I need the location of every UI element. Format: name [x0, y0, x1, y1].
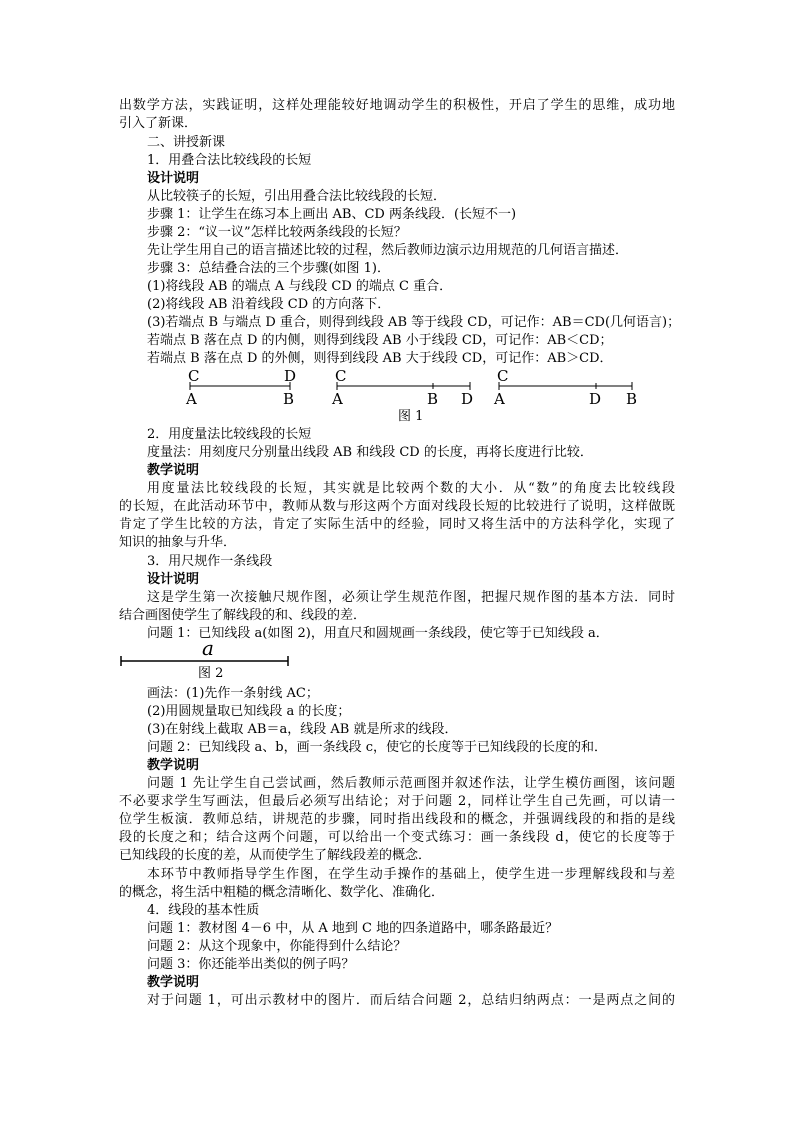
point-label-a: A — [494, 390, 505, 408]
point-label-b: B — [626, 390, 638, 408]
point-label-b: B — [283, 390, 295, 408]
paragraph-line: 结合画图使学生了解线段的和、线段的差． — [119, 608, 367, 623]
design-note-heading: 设计说明 — [147, 171, 200, 186]
subsection-heading: 2．用度量法比较线段的长短 — [147, 427, 312, 442]
step-detail: (1)将线段 AB 的端点 A 与线段 CD 的端点 C 重合． — [147, 279, 453, 294]
paragraph-line: 出数学方法，实践证明，这样处理能较好地调动学生的积极性，开启了学生的思维，成功地 — [119, 98, 675, 113]
point-label-a: A — [186, 390, 197, 408]
paragraph-line: 问题 1 先让学生自己尝试画，然后教师示范画图并叙述作法，让学生模仿画图，该问题 — [147, 776, 675, 791]
point-label-c: C — [497, 367, 509, 385]
paragraph-line: 这是学生第一次接触尺规作图，必须让学生规范作图，把握尺规作图的基本方法．同时 — [147, 590, 675, 605]
step-detail: 若端点 B 落在点 D 的外侧，则得到线段 AB 大于线段 CD，可记作：AB＞CD． — [147, 351, 613, 366]
section-heading: 二、讲授新课 — [147, 135, 226, 150]
point-label-d: D — [589, 390, 602, 408]
step-detail: (2)将线段 AB 沿着线段 CD 的方向落下． — [147, 297, 391, 312]
paragraph-line: 对于问题 1，可出示教材中的图片．而后结合问题 2，总结归纳两点：一是两点之间的 — [147, 993, 675, 1008]
paragraph-line: 位学生板演．教师总结，讲规范的步骤，同时指出线段和的概念，并强调线段的和指的是线 — [119, 812, 675, 827]
paragraph-line: 引入了新课． — [119, 116, 198, 131]
point-label-c: C — [335, 367, 347, 385]
method-line: (3)在射线上截取 AB＝a，线段 AB 就是所求的线段． — [147, 722, 458, 737]
step-line: 步骤 1：让学生在练习本上画出 AB、CD 两条线段．(长短不一) — [147, 207, 517, 222]
figure-1-case-greater — [493, 367, 637, 408]
problem-line: 问题 1：教材图 4－6 中，从 A 地到 C 地的四条道路中，哪条路最近？ — [147, 921, 559, 936]
point-label-a: A — [332, 390, 343, 408]
step-detail: 若端点 B 落在点 D 的内侧，则得到线段 AB 小于线段 CD，可记作：AB＜CD； — [147, 333, 613, 348]
problem-line: 问题 3：你还能举出类似的例子吗？ — [147, 957, 355, 972]
step-line: 步骤 2：“议一议”怎样比较两条线段的长短？ — [147, 225, 407, 240]
point-label-c: C — [188, 367, 200, 385]
figure-1-case-equal — [185, 367, 296, 408]
teaching-note-heading: 教学说明 — [147, 463, 200, 478]
figure-1-case-less — [331, 367, 473, 408]
point-label-d: D — [461, 390, 474, 408]
paragraph-line: 已知线段的长度的差，从而使学生了解线段差的概念． — [119, 848, 432, 863]
paragraph-line: 知识的抽象与升华． — [119, 535, 237, 550]
paragraph-line: 度量法：用刻度尺分别量出线段 AB 和线段 CD 的长度，再将长度进行比较． — [147, 445, 593, 460]
subsection-heading: 4．线段的基本性质 — [147, 903, 260, 918]
problem-line: 问题 2：已知线段 a、b，画一条线段 c，使它的长度等于已知线段的长度的和． — [147, 740, 608, 755]
point-label-b: B — [427, 390, 439, 408]
method-line: (2)用圆规量取已知线段 a 的长度； — [147, 704, 351, 719]
paragraph-line: 本环节中教师指导学生作图，在学生动手操作的基础上，使学生进一步理解线段和与差 — [147, 867, 675, 882]
teaching-note-heading: 教学说明 — [147, 975, 200, 990]
paragraph-line: 的长短，在此活动环节中，教师从数与形这两个方面对线段长短的比较进行了说明，这样做既 — [119, 499, 675, 514]
step-detail: (3)若端点 B 与端点 D 重合，则得到线段 AB 等于线段 CD，可记作：AB＝CD(几何语言)； — [147, 315, 681, 330]
figure-2 — [121, 636, 288, 681]
point-label-d: D — [284, 367, 297, 385]
method-line: 画法：(1)先作一条射线 AC； — [147, 686, 319, 701]
subsection-heading: 3．用尺规作一条线段 — [147, 554, 273, 569]
teaching-note-heading: 教学说明 — [147, 758, 200, 773]
problem-line: 问题 1：已知线段 a(如图 2)，用直尺和圆规画一条线段，使它等于已知线段 a． — [147, 626, 609, 641]
paragraph-line: 段的长度之和；结合这两个问题，可以给出一个变式练习：画一条线段 d，使它的长度等于 — [119, 830, 675, 845]
subsection-heading: 1．用叠合法比较线段的长短 — [147, 153, 312, 168]
paragraph-line: 肯定了学生比较的方法，肯定了实际生活中的经验，同时又将生活中的方法科学化，实现了 — [119, 517, 675, 532]
paragraph-line: 不必要求学生写画法，但最后必须写出结论；对于问题 2，同样让学生自己先画，可以请一 — [119, 794, 675, 809]
figure-1-caption: 图 1 — [398, 409, 424, 424]
figure-2-caption: 图 2 — [198, 666, 224, 681]
step-line: 步骤 3：总结叠合法的三个步骤(如图 1)． — [147, 261, 390, 276]
paragraph-line: 的概念，将生活中粗糙的概念清晰化、数学化、准确化． — [119, 885, 445, 900]
paragraph-line: 从比较筷子的长短，引出用叠合法比较线段的长短． — [147, 189, 447, 204]
paragraph-line: 用度量法比较线段的长短，其实就是比较两个数的大小．从“数”的角度去比较线段 — [147, 481, 675, 496]
problem-line: 问题 2：从这个现象中，你能得到什么结论？ — [147, 939, 407, 954]
paragraph-line: 先让学生用自己的语言描述比较的过程，然后教师边演示边用规范的几何语言描述． — [147, 243, 629, 258]
segment-a-label: a — [202, 636, 214, 660]
design-note-heading: 设计说明 — [147, 572, 200, 587]
